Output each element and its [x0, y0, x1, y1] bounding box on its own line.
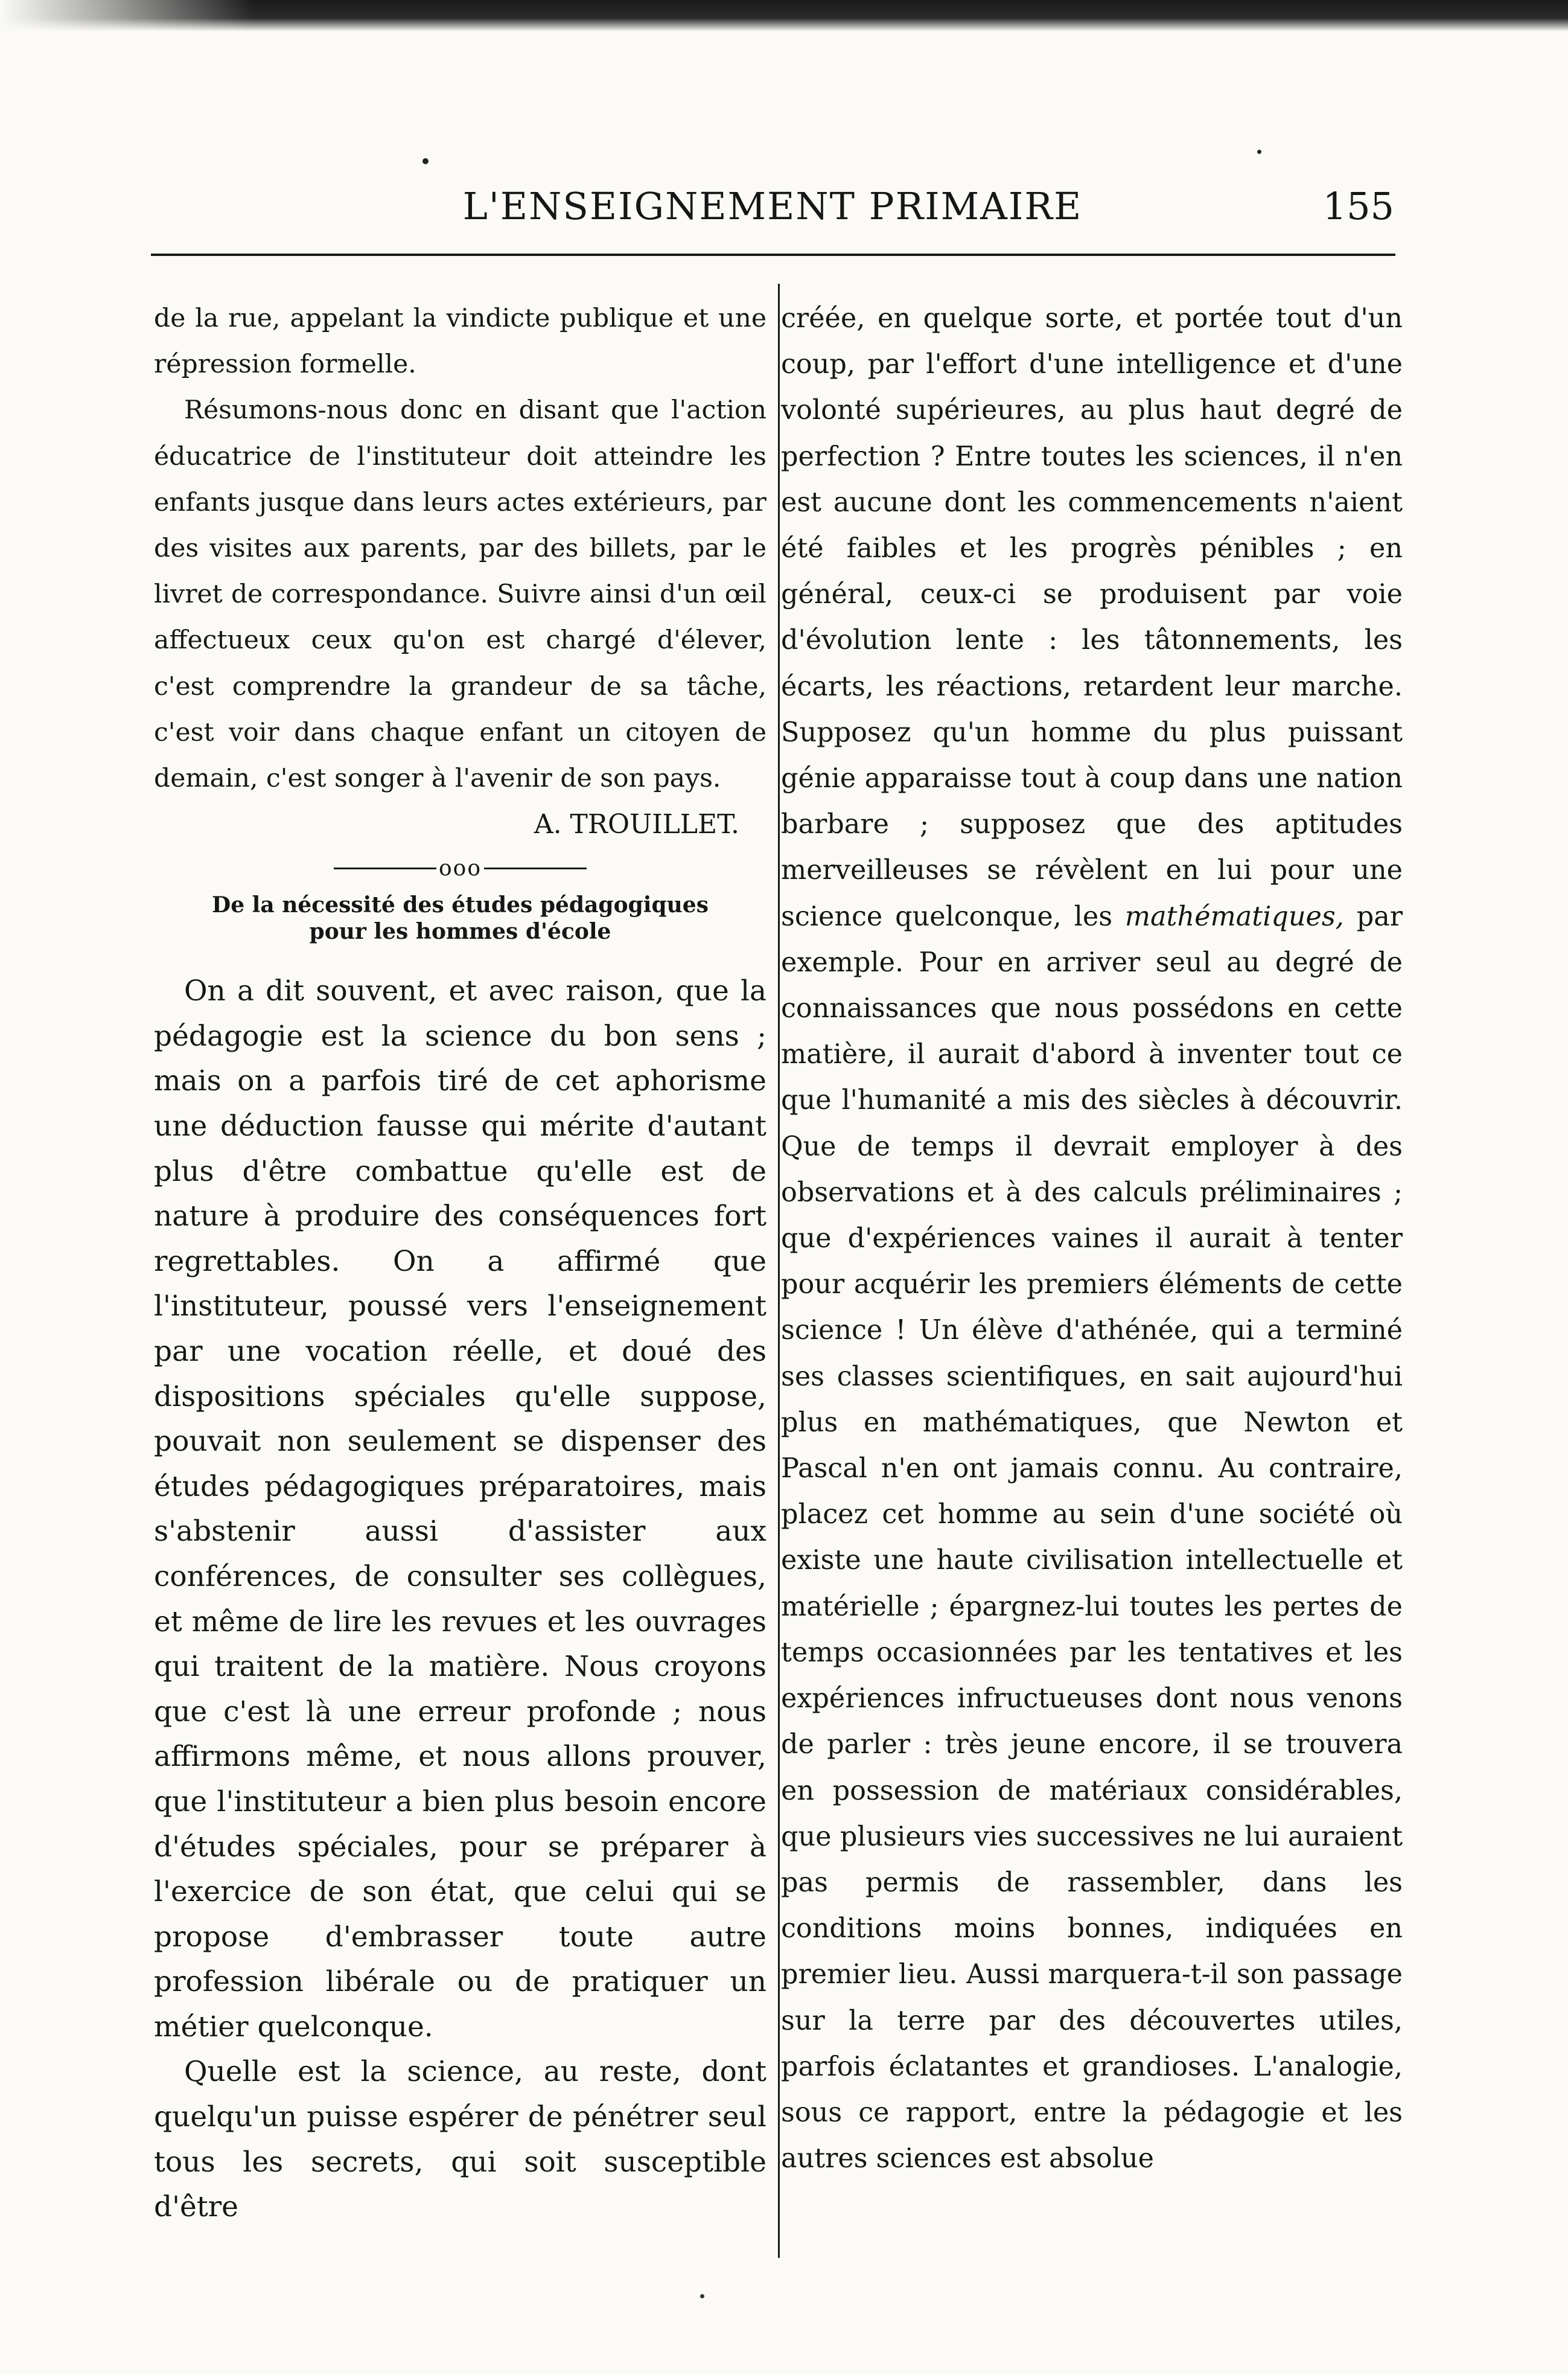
paragraph: On a dit souvent, et avec raison, que la pédagogie est la science du bon sens ; mais on a parfois tiré de cet aphorisme une déduction fausse qui mérite d'autant plus d'être combattue qu'elle est de nature à produire des conséquences fort regrettables. On a affirmé que l'instituteur, poussé vers l'enseignement par une vocation réelle, et doué des dispositions spéciales qu'elle suppose, pouvait non seulement se dispenser des études pédagogiques préparatoires, mais s'abstenir aussi d'assister aux conférences, de consulter ses collègues, et même de lire les revues et les ouvrages qui traitent de la matière. Nous croyons que c'est là une erreur profonde ; nous affirmons même, et nous allons prouver, que l'instituteur a bien plus besoin encore d'études spéciales, pour se préparer à l'exercice de son état, que celui qui se propose d'embrasser toute autre profession libérale ou de pratiquer un métier quelconque.	[154, 974, 766, 2044]
emphasized-word: mathématiques,	[1124, 901, 1344, 932]
separator-line	[484, 868, 587, 869]
column-divider	[778, 284, 780, 2258]
paragraph-text: par exemple. Pour en arriver seul au degré de connaissances que nous possédons en cette matière, il aurait d'abord à inventer tout ce que l'humanité a mis des siècles à découvrir. Que de temps il devrait employer à des observations et à des calculs préliminaires ; que d'expériences vaines il aurait à tenter pour acquérir les premiers éléments de cette science ! Un élève d'athénée, qui a terminé ses classes scientifiques, en sait aujourd'hui plus en mathématiques, que Newton et Pascal n'en ont jamais connu. Au contraire, placez cet homme au sein d'une société où existe une haute civilisation intellectuelle et matérielle ; épargnez-lui toutes les pertes de temps occasionnées par les tentatives et les expériences infructueuses dont nous venons de parler : très jeune encore, il se trouvera en possession de matériaux considérables, que plusieurs vies successives ne lui auraient pas permis de rassembler, dans les conditions moins bonnes, indiquées en premier lieu. Aussi marquera-t-il son passage sur la terre par des découvertes utiles, parfois éclatantes et grandioses. L'analogie, sous ce rapport, entre la pédagogie et les autres sciences est absolue	[781, 901, 1403, 2175]
running-header	[151, 184, 1394, 238]
article-title-line: De la nécessité des études pédagogiques	[212, 892, 709, 918]
journal-title: L'ENSEIGNEMENT PRIMAIRE	[462, 184, 1083, 228]
paragraph	[781, 296, 1403, 2182]
article-title-line: pour les hommes d'école	[309, 919, 611, 945]
paragraph: de la rue, appelant la vindicte publique et une répression formelle.	[154, 304, 766, 380]
right-column	[781, 296, 1403, 2182]
paragraph-text: créée, en quelque sorte, et portée tout d'un coup, par l'effort d'une intelligence et d'une volonté supérieures, au plus haut degré de perfection ? Entre toutes les sciences, il n'en est aucune dont les commencements n'aient été faibles et les progrès pénibles ; en général, ceux-ci se produisent par voie d'évolution lente : les tâtonnements, les écarts, les réactions, retardent leur marche. Supposez qu'un homme du plus puissant génie apparaisse tout à coup dans une nation barbare ; supposez que des aptitudes merveilleuses se révèlent en lui pour une science quelconque, les	[781, 303, 1403, 932]
paragraph: Quelle est la science, au reste, dont quelqu'un puisse espérer de pénétrer seul tous les secrets, qui soit susceptible d'être	[154, 2055, 766, 2224]
section-separator	[154, 856, 766, 881]
scan-edge	[0, 0, 1568, 31]
ink-speck	[422, 158, 429, 164]
ink-speck	[1257, 150, 1261, 154]
article-title	[154, 892, 766, 945]
left-column	[154, 296, 766, 2230]
author-signature: A. TROUILLET.	[534, 809, 739, 840]
separator-mark: ooo	[438, 856, 482, 881]
ink-speck	[700, 2294, 704, 2298]
paragraph: Résumons-nous donc en disant que l'action éducatrice de l'instituteur doit atteindre les enfants jusque dans leurs actes extérieurs, par des visites aux parents, par des billets, par le livret de correspondance. Suivre ainsi d'un œil affectueux ceux qu'on est chargé d'élever, c'est comprendre la grandeur de sa tâche, c'est voir dans chaque enfant un citoyen de demain, c'est songer à l'avenir de son pays.	[154, 395, 766, 794]
page-number: 155	[1322, 184, 1394, 228]
separator-line	[334, 868, 436, 869]
header-rule	[151, 254, 1395, 256]
